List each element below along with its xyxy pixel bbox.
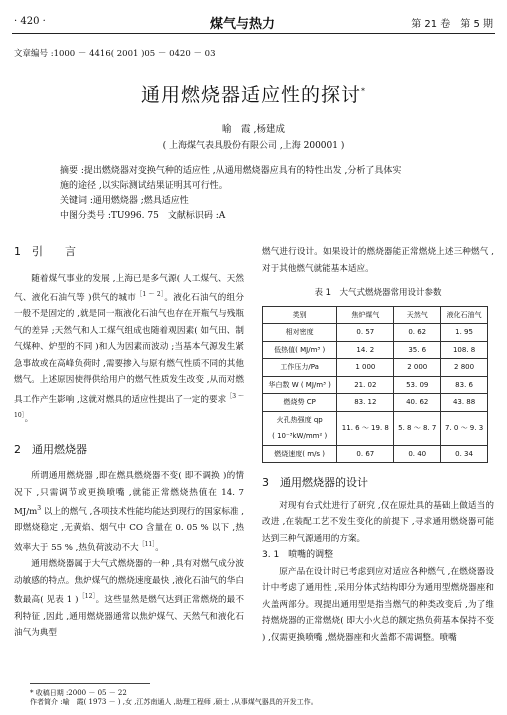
- running-header: [0, 10, 507, 32]
- table-cell: 14. 2: [337, 341, 394, 359]
- citation: ［1 ～ 2］: [136, 291, 165, 298]
- journal-name: 煤气与热力: [210, 17, 276, 32]
- table-header-cell: 液化石油气: [441, 306, 488, 324]
- table-caption: 表 1 大气式燃烧器常用设计参数: [314, 288, 442, 298]
- table-cell: 83. 12: [337, 394, 394, 412]
- table-row-label: 低热值( MJ/m³ ): [263, 341, 337, 359]
- continued-paragraph: 燃气进行设计。如果设计的燃烧器能正常燃烧上述三种燃气 ,对于其他燃气就能基本适应。: [262, 247, 494, 274]
- citation: ［12］: [78, 593, 96, 601]
- table-row: [263, 394, 488, 412]
- table-cell: 0. 57: [337, 324, 394, 342]
- table-cell: 21. 02: [337, 376, 394, 394]
- table-cell: 83. 6: [441, 376, 488, 394]
- table-row-label: 燃烧势 CP: [263, 394, 337, 412]
- table-cell: 2 800: [441, 359, 488, 377]
- table-cell: 5. 8 ～ 8. 7: [394, 411, 441, 445]
- table-row: [263, 376, 488, 394]
- table-row-label: 火孔热强度 qp ( 10⁻³kW/mm² ): [263, 411, 337, 445]
- table-cell: 0. 62: [394, 324, 441, 342]
- table-cell: 53. 09: [394, 376, 441, 394]
- table-row-label: 华白数 W ( MJ/m³ ): [263, 376, 337, 394]
- footnote-rule: [30, 683, 150, 684]
- table-cell: 11. 6 ～ 19. 8: [337, 411, 394, 445]
- table-cell: 0. 40: [394, 445, 441, 463]
- table-row: [263, 341, 488, 359]
- table-header-row: [263, 306, 488, 324]
- authors: 喻 霞 ,杨建成: [221, 124, 286, 135]
- table-row-label: 燃烧速度( m/s ): [263, 445, 337, 463]
- table-row: [263, 359, 488, 377]
- section-1-heading: 1 引 言: [14, 245, 76, 258]
- section-3-paragraph: 对现有台式灶进行了研究 ,仅在原灶具的基础上做适当的改进 ,在装配工艺不发生变化的前提下 ,寻求通用燃烧器可能达到三种气源通用的方案。: [262, 500, 494, 544]
- table-header-cell: 焦炉煤气: [337, 306, 394, 324]
- section-1-paragraph: 随着煤气事业的发展 ,上海已是多气源( 人工煤气、天然气、液化石油气等 )供气的城市$^{[1 \sim 2]}$。液化石油气的组分一般不是固定的 ,就是同一瓶液化石油气也存在开瓶气与残瓶气的差异 ;天然气和人工煤气组成也随着观因素( 如气田、制气煤种、炉型的不同 )和人为因素而波动 ;当基本气源发生紧急事故或在高峰负荷时 ,需要掺入与原有燃气性质不同的其他燃气。上述原因使得供给用户的燃气性质发生改变 ,从而对燃具工作产生影响 ,这就对燃具的适应性提出了一定的要求$^{[3 \sim 10]}$。: [14, 273, 244, 425]
- affiliation: ( 上海煤气表具股份有限公司 ,上海 200001 ): [162, 141, 345, 151]
- subsection-3-1-heading: 3. 1 喷嘴的调整: [262, 550, 334, 560]
- volume-issue: 第 21 卷 第 5 期: [411, 19, 493, 30]
- page-number: · 420 ·: [14, 16, 46, 27]
- table-header-cell: 天然气: [394, 306, 441, 324]
- table-cell: 40. 62: [394, 394, 441, 412]
- table-cell: 108. 8: [441, 341, 488, 359]
- keywords: 关键词 :通用燃烧器 ;燃具适应性: [60, 196, 189, 206]
- article-number: 文章编号 :1000 － 4416( 2001 )05 － 0420 － 03: [14, 49, 216, 59]
- table-header-cell: 类别: [263, 306, 337, 324]
- table-row: [263, 324, 488, 342]
- section-3-heading: 3 通用燃烧器的设计: [262, 476, 368, 489]
- table-row-label: 相对密度: [263, 324, 337, 342]
- table-cell: 7. 0 ～ 9. 3: [441, 411, 488, 445]
- table-cell: 0. 67: [337, 445, 394, 463]
- section-3-1-paragraph: 原产品在设计时已考虑到应对适应各种燃气 ,在燃烧器设计中考虑了通用性 ,采用分体式结构即分为通用型燃烧器座和火盖两部分。现提出通用型是指当燃气的种类改变后 ,为了维持燃烧器的正常燃烧( 即大小火总的额定热负荷基本保持不变 ) ,仅需更换喷嘴 ,燃烧器座和火盖都不需调整。喷嘴: [262, 566, 494, 643]
- table-row: [263, 411, 488, 445]
- title-footnote-mark: *: [361, 86, 366, 96]
- table-cell: 2 000: [394, 359, 441, 377]
- received-date: * 收稿日期 :2000 － 05 － 22: [30, 689, 127, 697]
- citation: ［3 ～ 10］: [14, 392, 244, 420]
- left-column: [14, 244, 244, 642]
- section-2-heading: 2 通用燃烧器: [14, 442, 87, 456]
- abstract-line: 施的途径 ,以实际测试结果证明其可行性。: [60, 181, 228, 191]
- citation: ［11］: [138, 540, 156, 548]
- table-cell: 35. 6: [394, 341, 441, 359]
- right-column: [262, 244, 494, 646]
- author-bio: 作者简介 :喻 霞( 1973 － ) ,女 ,江苏南通人 ,助理工程师 ,硕士 ,从事煤气器具的开发工作。: [30, 698, 318, 706]
- classification: 中图分类号 :TU996. 75 文献标识码 :A: [60, 211, 226, 221]
- table-row: [263, 445, 488, 463]
- section-2-paragraph: 所谓通用燃烧器 ,即在燃具燃烧器不变( 即不调换 )的情况下 ,只需调节或更换喷嘴 ,就能正常燃烧热值在 14. 7 $MJ/m^3$ 以上的燃气 ,各项技术性能均能达到现行的国家标准 ,即燃烧稳定 ,无黄焰、烟气中 CO 含量在 0. 05 % 以下 ,热效率大于 55 % ,热负荷波动不大$^{[11]}$。: [14, 471, 244, 553]
- table-cell: 43. 88: [441, 394, 488, 412]
- table-row-label: 工作压力/Pa: [263, 359, 337, 377]
- table-cell: 1 000: [337, 359, 394, 377]
- table-cell: 1. 95: [441, 324, 488, 342]
- abstract-line: 摘要 :提出燃烧器对变换气种的适应性 ,从通用燃烧器应具有的特性出发 ,分析了具体实: [60, 166, 402, 176]
- abstract-block: [60, 164, 455, 224]
- header-rule: [12, 33, 495, 34]
- table-cell: 0. 34: [441, 445, 488, 463]
- footnote: [30, 689, 318, 707]
- section-2-paragraph: 通用燃烧器属于大气式燃烧器的一种 ,具有对燃气成分波动敏感的特点。焦炉煤气的燃烧速度最快 ,液化石油气的华白数最高( 见表 1 )$^{[12]}$。这些显然是燃气达到正常燃烧的最不利特征 ,因此 ,通用燃烧器通常以焦炉煤气、天然气和液化石油气为典型: [14, 559, 244, 639]
- design-parameter-table: [262, 306, 488, 464]
- paper-title: 通用燃烧器适应性的探讨*: [140, 84, 366, 106]
